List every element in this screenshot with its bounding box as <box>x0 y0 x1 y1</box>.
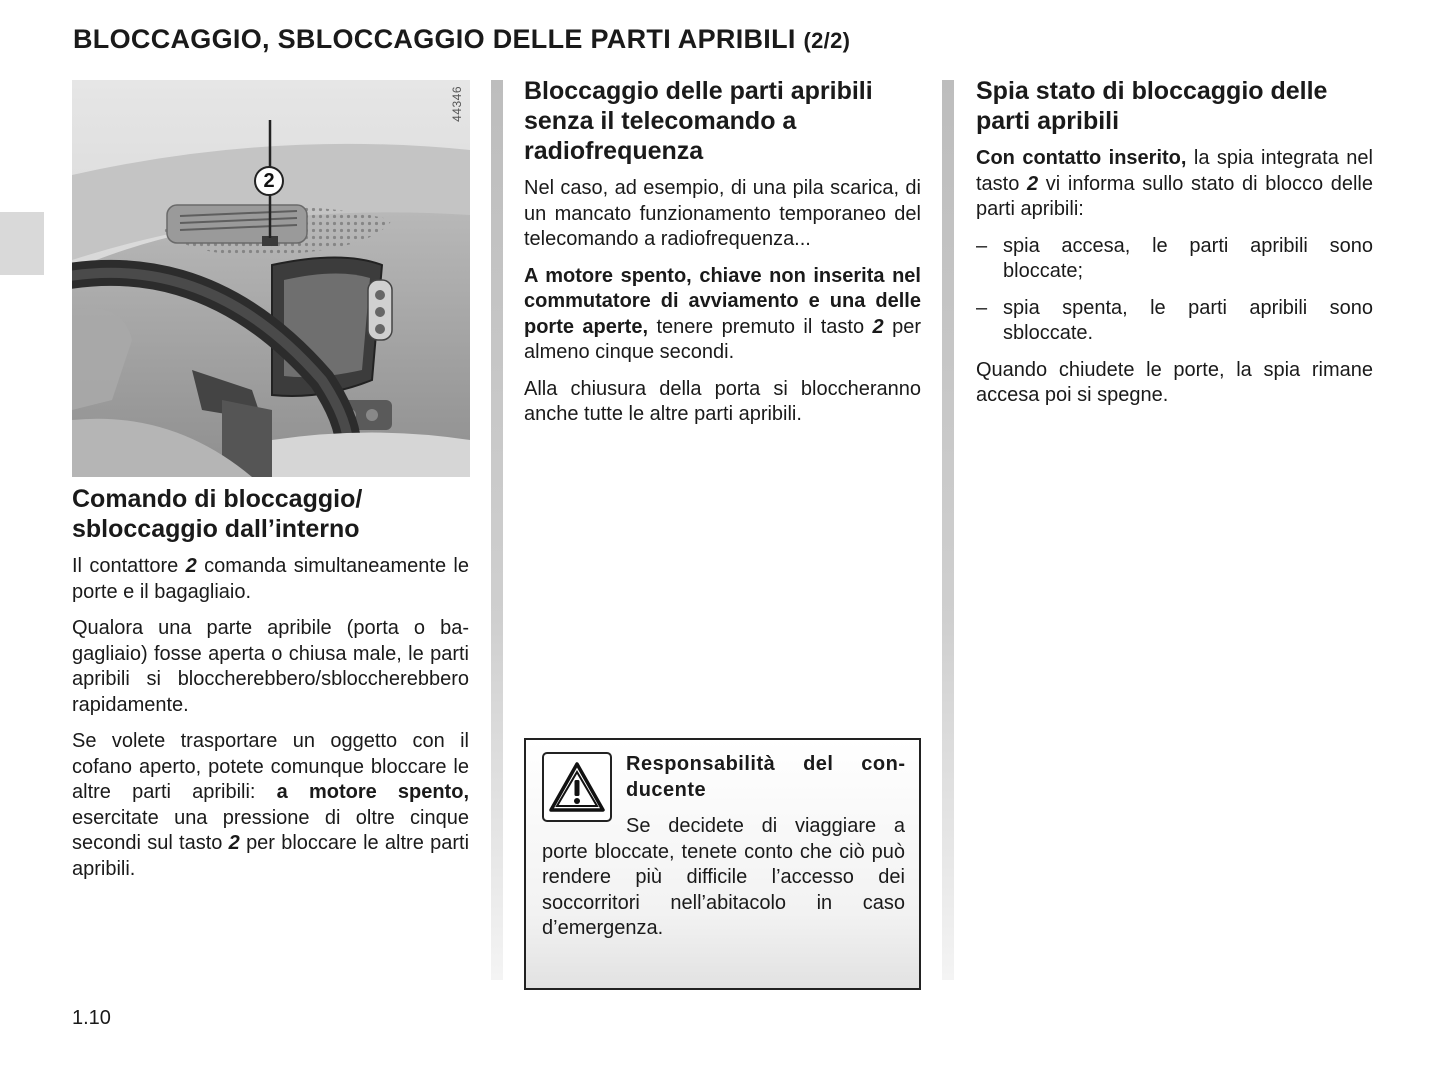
dashboard-photo <box>72 80 470 477</box>
section-locking-without-remote <box>524 76 921 428</box>
list-item: – spia spenta, le parti apribili sono sbloccate. <box>976 296 1373 344</box>
section-no-remote-p2: A motore spento, chiave non inserita nel commutatore di avviamento e una delle porte aperte, tenere premuto il tasto 2 per almeno cinque secondi. <box>524 264 921 363</box>
section-interior-p3: Se volete trasportare un oggetto con il cofano aperto, potete comunque bloccare le altre parti apribili: a motore spento, esercitate una pressione di oltre cinque secondi sul tasto 2 per bloccare le altre parti apribili. <box>72 730 470 880</box>
section-indicator-p1: Con contatto inserito, la spia integrata nel tasto 2 vi informa sullo stato di blocco delle parti apribili: <box>976 147 1373 220</box>
photo-reference-code: 44346 <box>450 86 464 122</box>
page-title-suffix: (2/2) <box>803 28 851 53</box>
indicator-status-list <box>976 234 1373 347</box>
driver-responsibility-warning <box>524 738 921 990</box>
warning-body: Se decidete di viaggiare a porte bloccate, tenete conto che ciò può rendere più difficile l’accesso dei soccorritori nell’abitacolo in caso d’emergenza. <box>542 815 905 939</box>
section-lock-status-indicator <box>976 76 1373 409</box>
page-title-main: BLOCCAGGIO, SBLOCCAGGIO DELLE PARTI APRIBILI <box>73 24 796 54</box>
section-no-remote-heading: Bloccaggio delle parti apribili senza il telecomando a radiofrequenza <box>524 77 873 165</box>
page-number: 1.10 <box>72 1007 111 1029</box>
section-indicator-heading: Spia stato di bloccaggio delle parti apribili <box>976 77 1328 135</box>
column-divider-right <box>942 80 954 980</box>
page-title <box>73 24 850 55</box>
section-interior-heading: Comando di bloccaggio/ sbloccaggio dall’interno <box>72 485 363 543</box>
section-no-remote-p1: Nel caso, ad esempio, di una pila scarica, di un mancato funzionamento temporaneo del telecomando a radiofrequenza... <box>524 177 921 250</box>
dashboard-illustration <box>72 80 470 477</box>
warning-title: Responsabilità del conducente <box>626 753 905 801</box>
section-interior-p1: Il contattore 2 comanda simultaneamente le porte e il bagagliaio. <box>72 555 469 603</box>
section-indicator-p2: Quando chiudete le porte, la spia rimane accesa poi si spegne. <box>976 358 1373 406</box>
chapter-tab <box>0 212 44 275</box>
warning-triangle-icon <box>542 752 612 822</box>
section-interior-p2: Qualora una parte apribile (porta o bagagliaio) fosse aperta o chiusa male, le parti apribili si bloccherebbero/sbloccherebbero rapidamente. <box>72 617 469 716</box>
section-interior-control <box>72 484 469 882</box>
list-item: – spia accesa, le parti apribili sono bloccate; <box>976 234 1373 282</box>
section-no-remote-p3: Alla chiusura della porta si bloccheranno anche tutte le altre parti apribili. <box>524 377 921 425</box>
column-divider-left <box>491 80 503 980</box>
callout-marker-2: 2 <box>254 166 284 196</box>
